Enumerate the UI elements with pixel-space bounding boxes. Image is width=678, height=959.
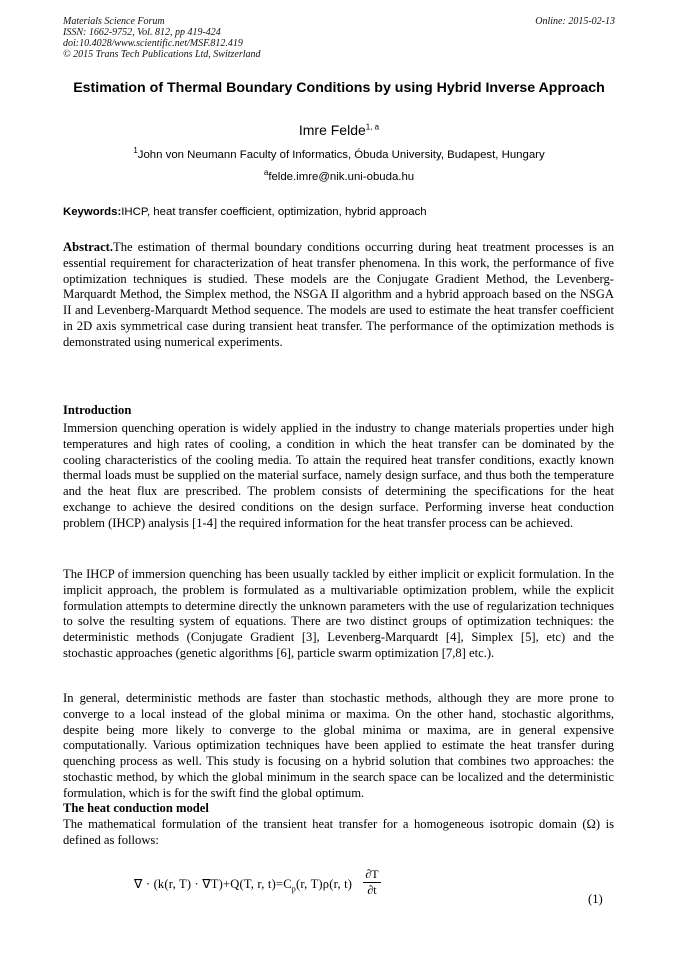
equation-1 <box>134 868 434 904</box>
online-date: Online: 2015-02-13 <box>535 16 615 27</box>
paper-title: Estimation of Thermal Boundary Conditions by using Hybrid Inverse Approach <box>73 80 605 96</box>
keywords <box>63 205 615 220</box>
equation-rhs: (r, T)ρ(r, t) <box>295 877 353 891</box>
intro-paragraph-3: In general, deterministic methods are faster than stochastic methods, although they are more prone to converge to a local instead of the global minima or maxima. On the other hand, stochastic algorithms, despite being more likely to converge to the global minima or maxima, are in general expensive computationally. Various optimization techniques have been applied to estimate the heat transfer during quenching process as well. This study is focusing on a hybrid solution that combines two approaches: the stochastic method, by which the global minimum in the search space can be localized and the deterministic formulation, which is for the swift find the global optimum. <box>63 691 614 800</box>
fraction-numerator: ∂T <box>365 867 379 881</box>
abstract-label: Abstract. <box>63 240 114 254</box>
abstract <box>63 240 614 351</box>
journal-header <box>63 16 463 60</box>
affiliation <box>63 148 615 163</box>
intro-paragraph-2: The IHCP of immersion quenching has been usually tackled by either implicit or explicit formulation. In the implicit approach, the problem is formulated as a multivariable optimization problem, while the explicit formulation attempts to determine directly the unknown parameters with the use of regularization techniques to solve the resulting system of equations. There are two distinct groups of optimization techniques: the deterministic methods (Conjugate Gradient [3], Levenberg-Marquardt [4], Simplex [5], etc) and the stochastic approaches (genetic algorithms [6], particle swarm optimization [7,8] etc.). <box>63 567 614 660</box>
fraction-denominator: ∂t <box>367 883 377 897</box>
author-name: Imre Felde <box>298 122 366 138</box>
introduction-heading: Introduction <box>63 403 132 417</box>
equation-fraction <box>363 868 381 897</box>
equation-cp-subscript: p <box>291 884 296 894</box>
affiliation-text: John von Neumann Faculty of Informatics, Óbuda University, Budapest, Hungary <box>137 149 545 161</box>
equation-lhs: ∇ · (k(r, T) · ∇T)+Q(T, r, t)=C <box>134 877 292 891</box>
heat-model-text: The mathematical formulation of the transient heat transfer for a homogeneous isotropic domain (Ω) is defined as follows: <box>63 817 614 847</box>
equation-body <box>134 876 352 894</box>
author-email <box>63 170 615 185</box>
doi-line: doi:10.4028/www.scientific.net/MSF.812.419 <box>63 38 243 49</box>
abstract-text: The estimation of thermal boundary conditions occurring during heat treatment processes is an essential requirement for characterization of heat transfer phenomena. In this work, the performance of five optimization techniques is studied. These models are the Conjugate Gradient Method, the Levenberg-Marquardt Method, the Simplex method, the NSGA II algorithm and a hybrid approach based on the NSGA II and Levenberg-Marquardt Method sequence. The models are used to estimate the heat transfer coefficient in 2D axis symmetrical case during transient heat transfer. The performance of the optimization methods is demonstrated using numerical experiments. <box>63 240 614 349</box>
copyright-line: © 2015 Trans Tech Publications Ltd, Switzerland <box>63 49 261 60</box>
equation-number: (1) <box>588 892 603 906</box>
keywords-text: IHCP, heat transfer coefficient, optimization, hybrid approach <box>121 206 427 218</box>
keywords-label: Keywords: <box>63 206 122 218</box>
author-line <box>63 121 615 139</box>
author-marks: 1, a <box>365 122 380 132</box>
intro-paragraph-1: Immersion quenching operation is widely applied in the industry to change materials properties under high temperatures and high rates of cooling, a condition in which the heat transfer can be dominated by the cooling characteristics of the cooling media. To attain the required heat transfer conditions, exactly known thermal loads must be supplied on the material surface, namely design surface, and thus both the temperature and the heat flux are prescribed. The problem consists of determining the specifications for the heat exchange to achieve the desired conditions on the design surface. Performing inverse heat conduction problem (IHCP) analysis [1-4] the required information for the heat transfer process can be achieved. <box>63 421 614 530</box>
heat-model-heading: The heat conduction model <box>63 801 209 815</box>
journal-name: Materials Science Forum <box>63 16 165 27</box>
issn-line: ISSN: 1662-9752, Vol. 812, pp 419-424 <box>63 27 221 38</box>
email-mark: a <box>263 168 269 178</box>
affiliation-mark: 1 <box>133 146 138 156</box>
email-text[interactable]: felde.imre@nik.uni-obuda.hu <box>268 171 415 183</box>
